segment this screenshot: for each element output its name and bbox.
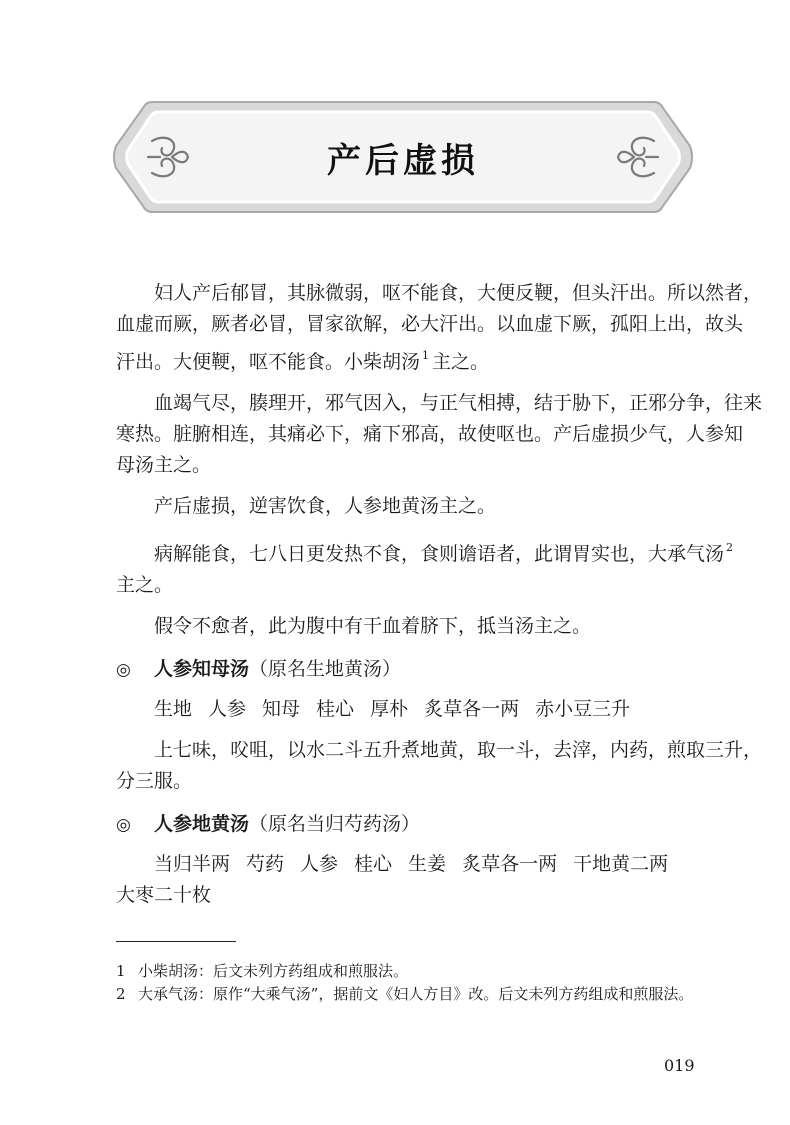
ingredient-list xyxy=(116,849,696,880)
ingredient: 当归半两 xyxy=(154,853,231,875)
ingredient-list xyxy=(116,694,696,725)
footnote-text: 大承气汤：原作“大乘气汤”，据前文《妇人方目》改。后文未列方药组成和煎服法。 xyxy=(138,985,694,1003)
recipe-note: （原名生地黄汤） xyxy=(249,658,402,680)
footnote-number: 2 xyxy=(116,985,126,1003)
title-banner xyxy=(112,98,694,216)
footnote-number: 1 xyxy=(116,962,126,980)
text-run: 汗出。大便鞕，呕不能食。小柴胡汤 xyxy=(116,351,421,373)
footnote-ref-2[interactable]: 2 xyxy=(726,541,734,554)
ingredient: 厚朴 xyxy=(370,698,409,720)
recipe-name: 人参地黄汤 xyxy=(154,813,250,835)
page-title: 产后虚损 xyxy=(327,140,479,181)
ingredient: 人参 xyxy=(300,853,339,875)
paragraph-5 xyxy=(116,611,696,642)
ingredient: 生地 xyxy=(154,698,193,720)
text-line: 寒热。脏腑相连，其痛必下，痛下邪高，故使呕也。产后虚损少气，人参知 xyxy=(116,423,744,445)
ingredient: 知母 xyxy=(262,698,301,720)
text-line: 假令不愈者，此为腹中有干血着脐下，抵当汤主之。 xyxy=(154,615,592,637)
recipe-note: （原名当归芍药汤） xyxy=(249,813,421,835)
paragraph-4 xyxy=(116,532,734,601)
bullet-icon: ◎ xyxy=(116,815,131,835)
paragraph-3 xyxy=(116,491,696,522)
text-run: 病解能食，七八日更发热不食，食则谵语者，此谓胃实也，大承气汤 xyxy=(154,543,725,565)
footnote-ref-1[interactable]: 1 xyxy=(422,349,430,362)
recipe-method xyxy=(116,735,763,797)
recipe-heading-1 xyxy=(116,654,696,686)
ingredient: 赤小豆三升 xyxy=(535,698,631,720)
text-line: 上七味，㕮咀，以水二斗五升煮地黄，取一斗，去滓，内药，煎取三升， xyxy=(154,739,763,761)
paragraph-2 xyxy=(116,388,763,481)
text-line: 主之。 xyxy=(116,574,174,596)
text-line xyxy=(116,532,734,570)
bullet-icon: ◎ xyxy=(116,660,131,680)
footnote-text: 小柴胡汤：后文未列方药组成和煎服法。 xyxy=(138,962,409,980)
paragraph-1 xyxy=(116,278,763,378)
footnotes xyxy=(116,960,696,1006)
ingredient: 大枣二十枚 xyxy=(116,884,212,906)
text-line: 母汤主之。 xyxy=(116,454,212,476)
main-text xyxy=(116,278,763,911)
recipe-heading-2 xyxy=(116,809,696,841)
footnote-2 xyxy=(116,983,696,1006)
ingredient: 桂心 xyxy=(316,698,355,720)
text-line: 妇人产后郁冒，其脉微弱，呕不能食，大便反鞕，但头汗出。所以然者， xyxy=(154,282,763,304)
text-run: 主之。 xyxy=(432,351,490,373)
text-line xyxy=(116,340,696,378)
footnote-divider xyxy=(116,941,236,942)
text-line: 血虚而厥，厥者必冒，冒家欲解，必大汗出。以血虚下厥，孤阳上出，故头 xyxy=(116,313,744,335)
ingredient: 炙草各一两 xyxy=(462,853,558,875)
footnote-1 xyxy=(116,960,696,983)
recipe-name: 人参知母汤 xyxy=(154,658,250,680)
ingredient: 炙草各一两 xyxy=(424,698,520,720)
text-line: 血竭气尽，腠理开，邪气因入，与正气相搏，结于胁下，正邪分争，往来 xyxy=(154,392,763,414)
ingredient: 人参 xyxy=(208,698,247,720)
ingredient: 芍药 xyxy=(246,853,285,875)
ingredient: 干地黄二两 xyxy=(573,853,669,875)
page-number: 019 xyxy=(664,1056,695,1075)
text-line: 产后虚损，逆害饮食，人参地黄汤主之。 xyxy=(154,495,497,517)
ingredient: 生姜 xyxy=(408,853,447,875)
text-line: 分三服。 xyxy=(116,770,193,792)
ingredient: 桂心 xyxy=(354,853,393,875)
